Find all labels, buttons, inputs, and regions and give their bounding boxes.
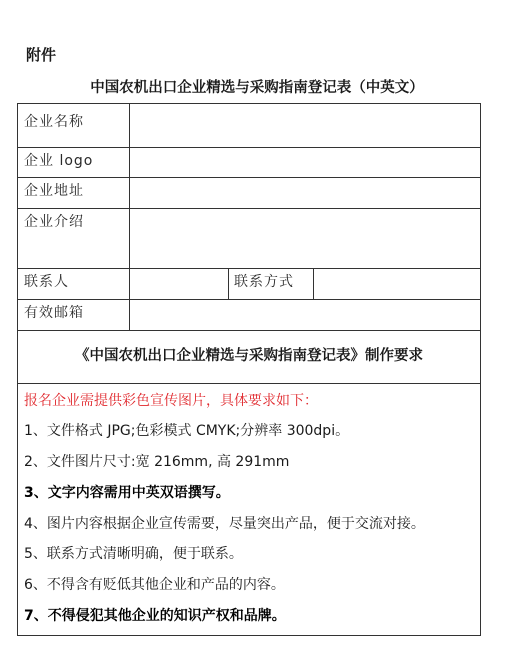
requirement-item: 3、文字内容需用中英双语撰写。 [24,485,230,501]
company-logo-field[interactable] [130,148,480,177]
company-logo-label: 企业 logo [24,153,94,169]
contact-method-label: 联系方式 [234,274,294,290]
company-name-field[interactable] [130,104,480,147]
company-address-field[interactable] [130,178,480,208]
attachment-label: 附件 [26,46,57,64]
requirements-title: 《中国农机出口企业精选与采购指南登记表》制作要求 [75,348,423,364]
requirement-item: 5、联系方式清晰明确，便于联系。 [24,546,243,562]
requirement-item: 1、文件格式 JPG;色彩模式 CMYK;分辨率 300dpi。 [24,423,350,439]
contact-method-field[interactable] [314,269,480,299]
row-divider [18,330,480,331]
company-intro-field[interactable] [130,209,480,268]
requirement-item: 4、图片内容根据企业宣传需要，尽量突出产品，便于交流对接。 [24,516,425,532]
column-divider [228,268,229,299]
email-label: 有效邮箱 [24,305,84,321]
page-title: 中国农机出口企业精选与采购指南登记表（中英文） [90,80,424,96]
row-divider [18,383,480,384]
requirement-item: 7、不得侵犯其他企业的知识产权和品牌。 [24,608,286,624]
registration-form [17,103,481,636]
company-name-label: 企业名称 [24,114,84,130]
requirements-intro: 报名企业需提供彩色宣传图片，具体要求如下： [24,393,318,409]
contact-person-label: 联系人 [24,274,69,290]
company-intro-label: 企业介绍 [24,214,84,230]
email-field[interactable] [130,300,480,330]
contact-person-field[interactable] [130,269,228,299]
requirement-item: 6、不得含有贬低其他企业和产品的内容。 [24,577,285,593]
requirement-item: 2、文件图片尺寸:宽 216mm, 高 291mm [24,454,290,470]
company-address-label: 企业地址 [24,183,84,199]
